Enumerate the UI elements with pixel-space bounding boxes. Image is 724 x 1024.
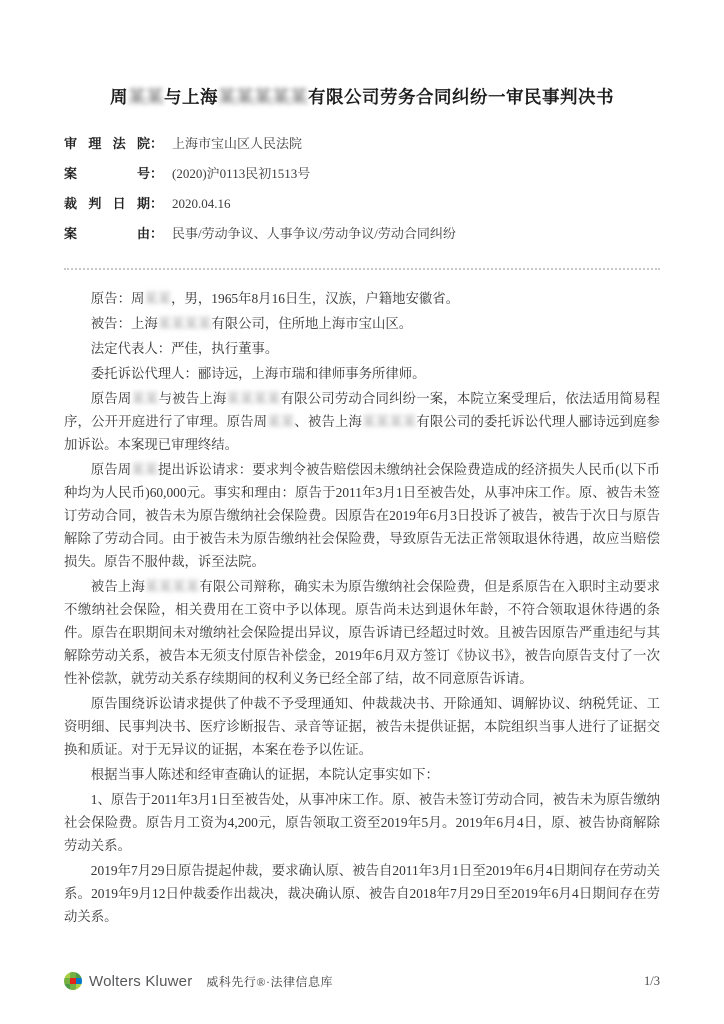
redacted-text: 某某 xyxy=(267,414,295,429)
redacted-text: 某某某某 xyxy=(157,316,212,331)
meta-row xyxy=(64,133,660,163)
text-run: 法定代表人：严佳，执行董事。 xyxy=(90,341,279,356)
text-run: 2019年7月29日原告提起仲裁，要求确认原、被告自2011年3月1日至2019年6月4日期间存在劳动关系。2019年9月12日仲裁委作出裁决，裁决确认原、被告自2018年7月29日至2019年6月4日期间存在劳动关系。 xyxy=(64,863,660,924)
meta-row xyxy=(64,163,660,193)
text-run: 1、原告于2011年3月1日至被告处，从事冲床工作。原、被告未签订劳动合同，被告未为原告缴纳社会保险费。原告月工资为4,200元，原告领取工资至2019年5月。2019年6月4日，原、被告协商解除劳动关系。 xyxy=(64,792,660,853)
text-run: 被告上海 xyxy=(90,579,146,594)
meta-row xyxy=(64,223,660,253)
text-run: 有限公司的委托诉讼代理人郦诗远到庭参加诉讼。本案现已审理终结。 xyxy=(64,414,661,452)
body-paragraph xyxy=(64,859,660,928)
text-run: 委托诉讼代理人：郦诗远，上海市瑞和律师事务所律师。 xyxy=(90,366,426,381)
document-body xyxy=(64,287,660,928)
body-paragraph xyxy=(64,575,660,690)
text-run: 根据当事人陈述和经审查确认的证据，本院认定事实如下： xyxy=(90,767,439,782)
body-paragraph xyxy=(64,312,660,335)
redacted-text: 某某 xyxy=(131,391,159,406)
text-run: 与上海 xyxy=(164,87,218,107)
text-run: 原告围绕诉讼请求提供了仲裁不予受理通知、仲裁裁决书、开除通知、调解协议、纳税凭证、工资明细、民事判决书、医疗诊断报告、录音等证据，被告未提供证据，本院组织当事人进行了证据交换和质证。对于无异议的证据，本案在卷予以佐证。 xyxy=(64,696,660,757)
body-paragraph xyxy=(64,337,660,360)
text-run: 原告周 xyxy=(90,462,132,477)
redacted-text: 某某 xyxy=(128,87,164,107)
redacted-text: 某某 xyxy=(144,291,172,306)
text-run: 原告：周 xyxy=(90,291,145,306)
redacted-text: 某某某某 xyxy=(226,391,281,406)
body-paragraph xyxy=(64,362,660,385)
meta-value: 2020.04.16 xyxy=(172,196,231,211)
meta-label: 审 理 法 院 xyxy=(64,136,150,151)
body-paragraph xyxy=(64,763,660,786)
text-run: ，男，1965年8月16日生，汉族，户籍地安徽省。 xyxy=(171,291,460,306)
wolters-kluwer-logo-icon xyxy=(64,972,82,990)
meta-label: 案 号 xyxy=(64,166,150,181)
text-run: 有限公司劳务合同纠纷一审民事判决书 xyxy=(308,87,614,107)
meta-colon: ： xyxy=(150,136,164,151)
text-run: 、被告上海 xyxy=(294,414,363,429)
redacted-text: 某某某某 xyxy=(145,579,200,594)
text-run: 被告：上海 xyxy=(90,316,158,331)
document-title xyxy=(64,85,660,109)
meta-value: 民事/劳动争议、人事争议/劳动争议/劳动合同纠纷 xyxy=(172,226,456,241)
redacted-text: 某某某某 xyxy=(362,414,417,429)
text-run: 提出诉讼请求：要求判令被告赔偿因未缴纳社会保险费造成的经济损失人民币(以下币种均为人民币)60,000元。事实和理由：原告于2011年3月1日至被告处，从事冲床工作。原、被告未签订劳动合同，被告未为原告缴纳社会保险费。因原告在2019年6月3日投诉了被告，被告于次日与原告解除了劳动合同。由于被告未为原告缴纳社会保险费，导致原告无法正常领取退休待遇，故应当赔偿损失。原告不服仲裁，诉至法院。 xyxy=(64,462,661,569)
text-run: 有限公司，住所地上海市宝山区。 xyxy=(211,316,413,331)
text-run: 有限公司辩称，确实未为原告缴纳社会保险费，但是系原告在入职时主动要求不缴纳社会保险，相关费用在工资中予以体现。原告尚未达到退休年龄，不符合领取退休待遇的条件。原告在职期间未对缴纳社会保险提出异议，原告诉请已经超过时效。且被告因原告严重违纪与其解除劳动关系，被告本无须支付原告补偿金，2019年6月双方签订《协议书》，被告向原告支付了一次性补偿款，就劳动关系存续期间的权利义务已经全部了结，故不同意原告诉请。 xyxy=(64,579,661,686)
meta-label: 裁 判 日 期 xyxy=(64,196,150,211)
body-paragraph xyxy=(64,287,660,310)
redacted-text: 某某 xyxy=(131,462,159,477)
text-run: 周 xyxy=(110,87,128,107)
text-run: 原告周 xyxy=(90,391,132,406)
text-run: 与被告上海 xyxy=(158,391,227,406)
meta-value: (2020)沪0113民初1513号 xyxy=(172,166,311,181)
redacted-text: 某某某某某 xyxy=(218,87,308,107)
meta-colon: ： xyxy=(150,226,164,241)
meta-row xyxy=(64,193,660,223)
dotted-divider xyxy=(64,268,660,270)
body-paragraph xyxy=(64,387,660,456)
text-run: 有限公司劳动合同纠纷一案，本院立案受理后，依法适用简易程序，公开开庭进行了审理。原告周 xyxy=(64,391,661,429)
body-paragraph xyxy=(64,788,660,857)
body-paragraph xyxy=(64,692,660,761)
meta-value: 上海市宝山区人民法院 xyxy=(172,136,303,151)
meta-section xyxy=(64,133,660,253)
meta-colon: ： xyxy=(150,196,164,211)
product-name: 威科先行®·法律信息库 xyxy=(206,974,334,989)
footer xyxy=(64,972,660,990)
meta-colon: ： xyxy=(150,166,164,181)
body-paragraph xyxy=(64,458,660,573)
brand-name: Wolters Kluwer xyxy=(89,972,193,990)
meta-label: 案 由 xyxy=(64,226,150,241)
page-indicator: 1/3 xyxy=(644,973,660,988)
